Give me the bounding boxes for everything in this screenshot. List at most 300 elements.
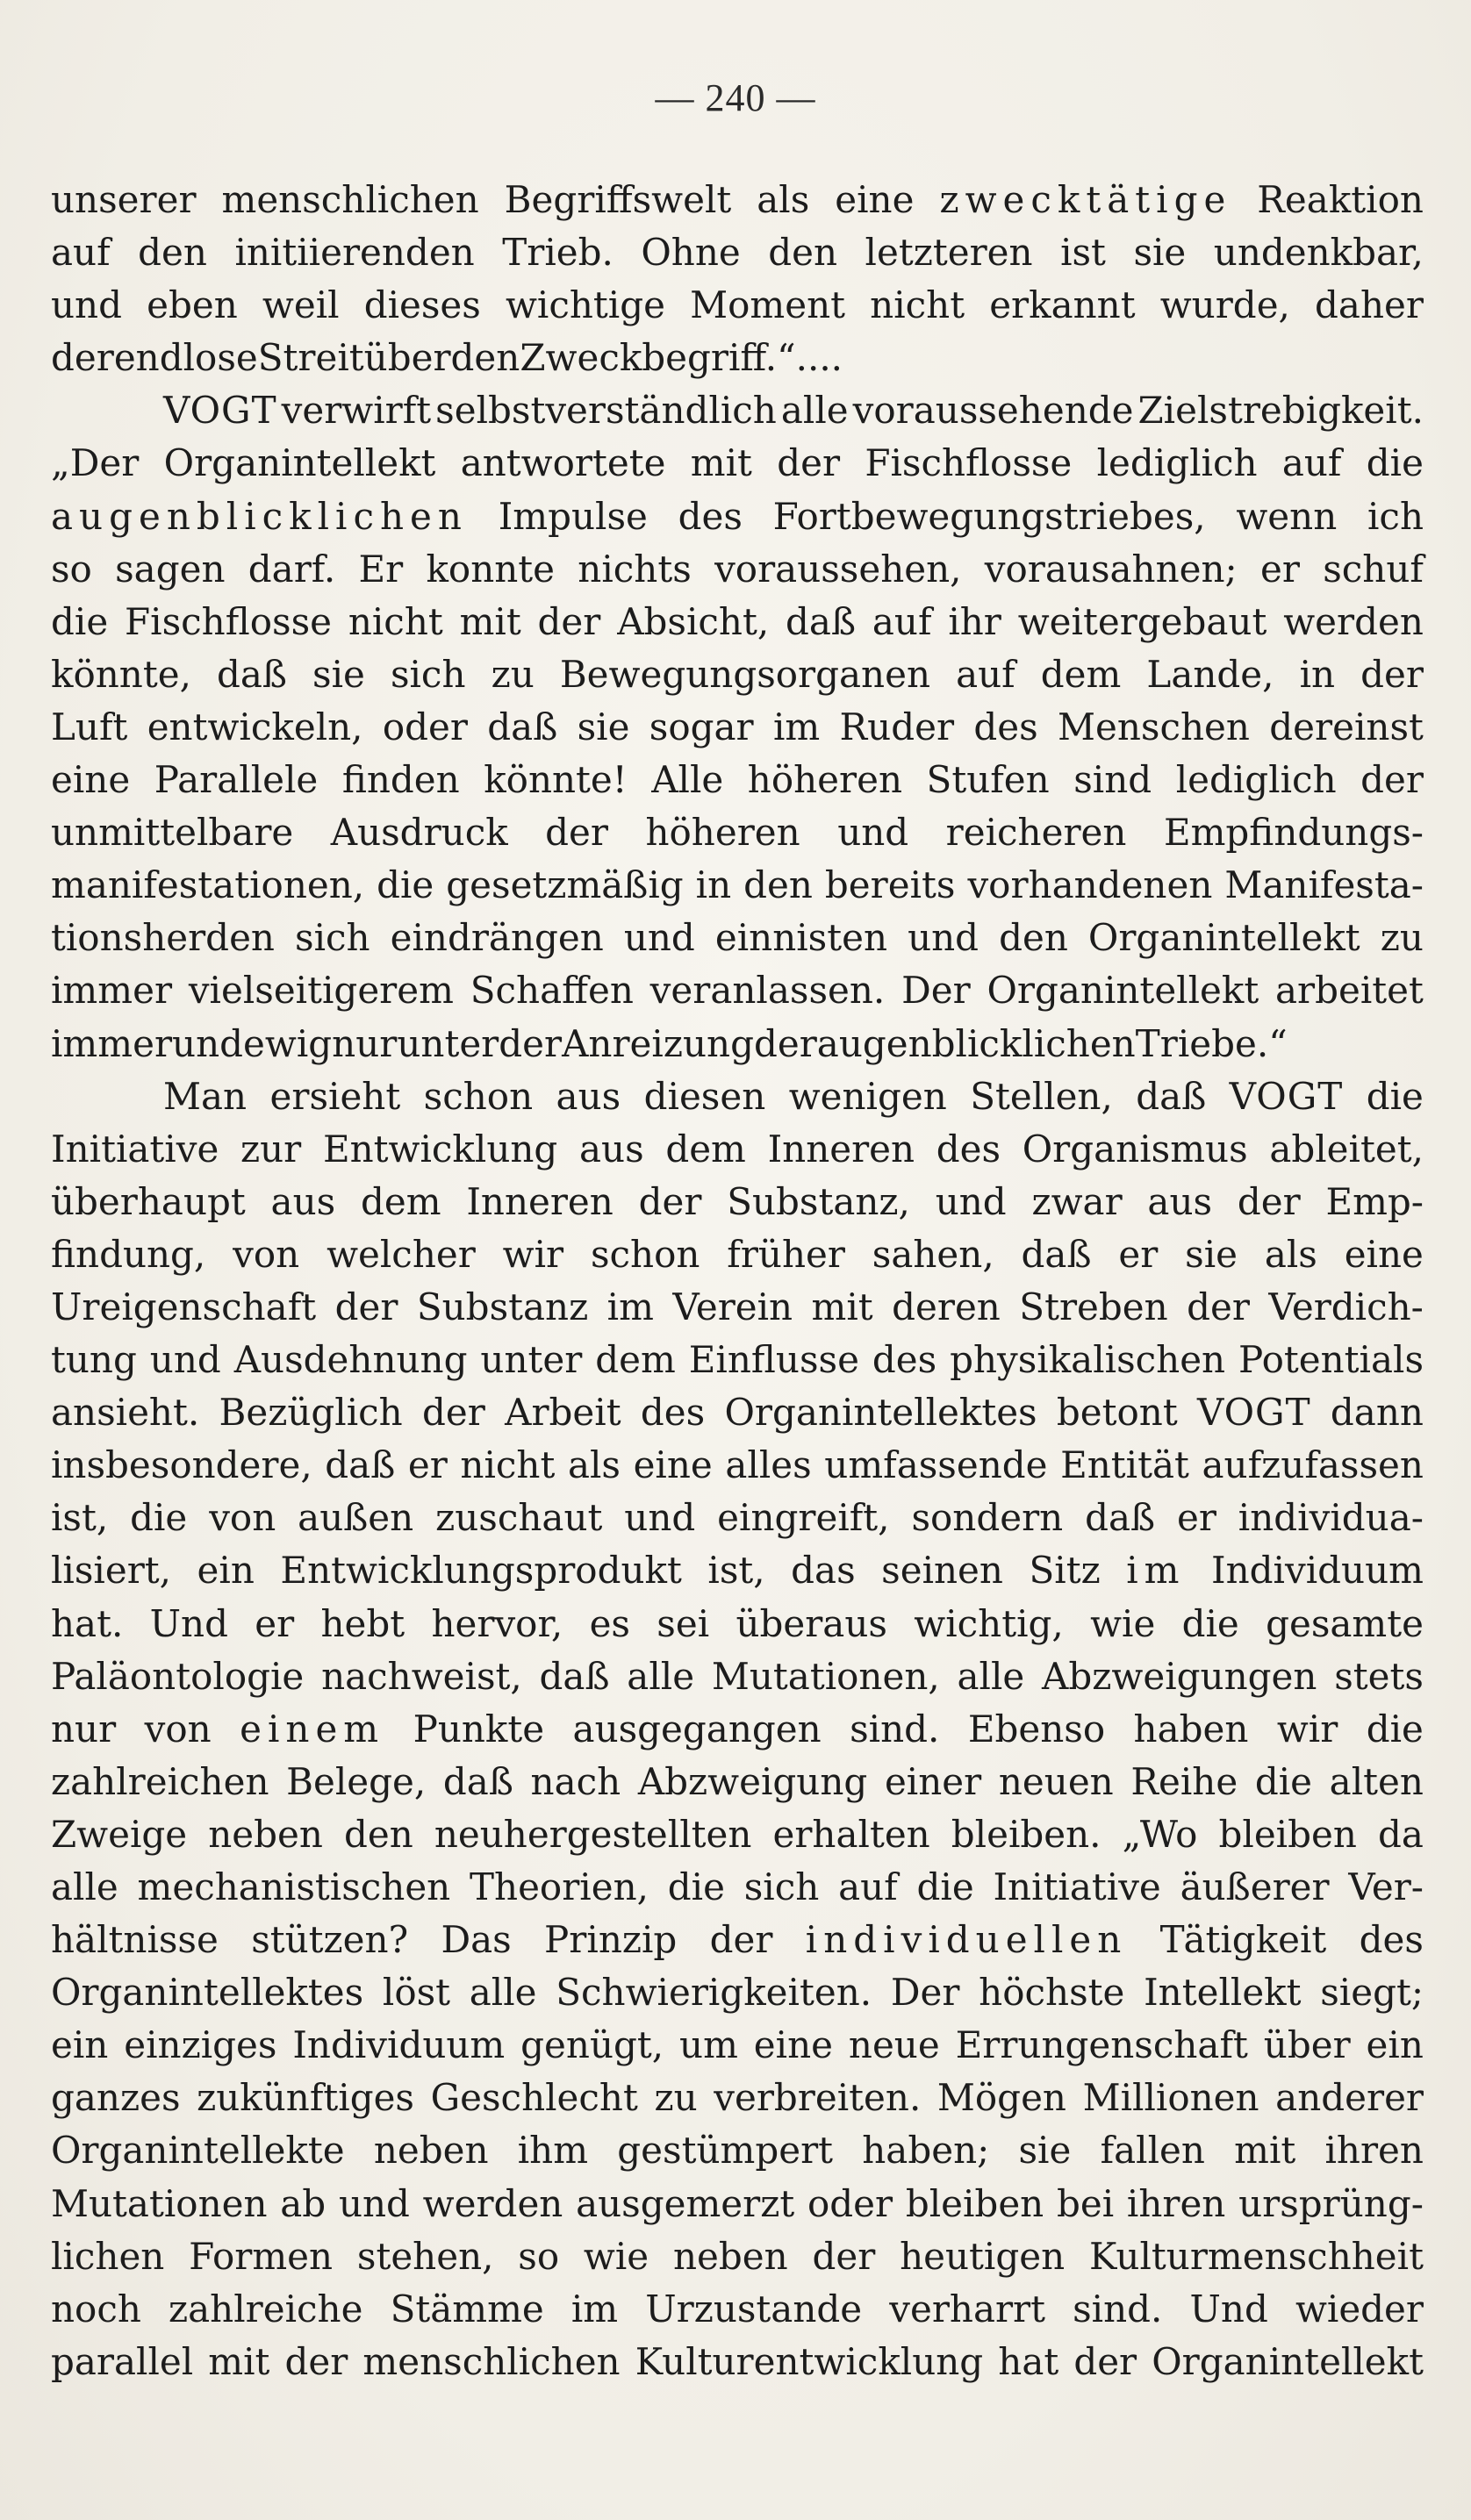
word: Der — [901, 969, 971, 1013]
word: insbesondere, — [51, 1443, 312, 1487]
word: Fortbewegungstriebes, — [772, 494, 1206, 538]
word: Menschen — [1058, 705, 1250, 748]
text-line — [51, 384, 1424, 437]
word: zwar — [1031, 1179, 1123, 1223]
word: Triebe.“ — [1135, 1021, 1288, 1065]
word: alle — [469, 1971, 537, 2015]
body-text — [51, 174, 1424, 2388]
word: neue — [848, 2023, 940, 2067]
word: der — [545, 811, 608, 855]
word: letzteren — [865, 231, 1033, 275]
word: einnisten — [714, 916, 888, 960]
word: sie — [1018, 2129, 1072, 2173]
word: nur — [51, 1707, 117, 1750]
word: Organintellekt — [163, 441, 436, 485]
word: zur — [240, 1127, 302, 1171]
word: Er — [358, 547, 404, 591]
word: Fischflosse — [125, 599, 332, 643]
text-line — [51, 437, 1424, 490]
text-line — [51, 226, 1424, 279]
word: dem — [1040, 652, 1122, 696]
word: als — [567, 1443, 621, 1487]
word: stehen, — [356, 2234, 494, 2278]
word: sagen — [115, 547, 226, 591]
word: augenblicklichen — [51, 494, 468, 538]
word: anderer — [1275, 2076, 1424, 2120]
word: daß — [325, 1443, 396, 1487]
word: bei — [1056, 2181, 1115, 2225]
word: höchste — [979, 1971, 1125, 2015]
word: lediglich — [1096, 441, 1258, 485]
text-line — [51, 1914, 1424, 1966]
word: mit — [208, 2339, 270, 2383]
word: sie — [312, 652, 365, 696]
word: verbreiten. — [714, 2076, 922, 2120]
word: selbstverständlich — [435, 389, 777, 433]
text-line — [51, 648, 1424, 701]
word: Absicht, — [617, 599, 770, 643]
word: . — [830, 336, 843, 380]
word: Ver- — [1348, 1865, 1424, 1908]
word: unter — [397, 1021, 499, 1065]
word: stets — [1334, 1654, 1424, 1698]
word: daß — [786, 599, 857, 643]
word: betont — [1056, 1391, 1178, 1435]
word: Ruder — [839, 705, 955, 748]
word: sind. — [1073, 2287, 1163, 2330]
word: alle — [780, 389, 849, 433]
word: der — [284, 2339, 348, 2383]
word: Organintellekt — [1087, 916, 1360, 960]
word: Geschlecht — [430, 2076, 638, 2120]
text-line — [51, 543, 1424, 596]
word: über — [363, 336, 451, 380]
word: VOGT — [1197, 1391, 1311, 1435]
text-line — [51, 2019, 1424, 2072]
word: verwirft — [281, 389, 432, 433]
word: er — [1259, 547, 1300, 591]
word: als — [757, 178, 810, 221]
word: sondern — [911, 1496, 1064, 1540]
word: entwickeln, — [147, 705, 363, 748]
word: vorhandenen — [967, 863, 1213, 907]
word: des — [678, 494, 743, 538]
word: finden — [341, 758, 460, 802]
word: Anreizung — [562, 1021, 754, 1065]
word: eine — [753, 2023, 833, 2067]
text-line — [51, 2124, 1424, 2177]
word: Stufen — [926, 758, 1050, 802]
word: tionsherden — [51, 916, 275, 960]
word: unter — [480, 1338, 583, 1382]
word: ganzes — [51, 2076, 181, 2120]
word: Individuum — [1211, 1549, 1424, 1593]
word: voraussehende — [852, 389, 1134, 433]
word: weitergebaut — [1017, 599, 1267, 643]
word: eine — [835, 178, 915, 221]
word: . — [807, 336, 820, 380]
word: darf. — [248, 547, 336, 591]
text-line — [51, 1439, 1424, 1492]
word: Entwicklung — [322, 1127, 558, 1171]
page-number: — 240 — — [655, 76, 816, 119]
word: menschlichen — [362, 2339, 621, 2383]
word: schon — [423, 1074, 534, 1118]
word: den — [999, 916, 1068, 960]
word: Stellen, — [970, 1074, 1113, 1118]
word: Schwierigkeiten. — [556, 1971, 872, 2015]
word: mit — [811, 1285, 873, 1328]
word: physikalischen — [950, 1338, 1226, 1382]
word: und — [624, 1496, 696, 1540]
word: hat. — [51, 1601, 124, 1645]
word: der — [422, 1391, 485, 1435]
text-line — [51, 2178, 1424, 2230]
word: dem — [360, 1179, 441, 1223]
word: bleiben. — [951, 1812, 1101, 1856]
word: hebt — [320, 1601, 405, 1645]
word: bleiben — [1218, 1812, 1357, 1856]
word: Ausdruck — [330, 811, 508, 855]
word: da — [1377, 1812, 1424, 1856]
word: die — [51, 599, 109, 643]
word: Potentials — [1238, 1338, 1424, 1382]
word: nach — [530, 1759, 621, 1803]
word: zu — [1380, 916, 1424, 960]
word: vorausahnen; — [984, 547, 1238, 591]
word: augenblicklichen — [816, 1021, 1136, 1065]
word: das — [791, 1549, 856, 1593]
word: Streit — [257, 336, 364, 380]
word: die — [377, 863, 434, 907]
word: diesen — [643, 1074, 766, 1118]
word: Organintellekte — [51, 2129, 345, 2173]
word: welcher — [326, 1232, 476, 1276]
word: wichtig, — [914, 1601, 1064, 1645]
word: ein — [197, 1549, 255, 1593]
word: ewig — [243, 1021, 333, 1065]
word: heutigen — [900, 2234, 1066, 2278]
word: daß — [1136, 1074, 1207, 1118]
text-line — [51, 1808, 1424, 1861]
word: eindrängen — [390, 916, 604, 960]
text-line — [51, 174, 1424, 226]
text-line — [51, 1334, 1424, 1386]
word: einer — [884, 1759, 982, 1803]
word: Empfindungs- — [1163, 811, 1424, 855]
word: Organintellektes — [51, 1971, 364, 2015]
word: „Wo — [1122, 1812, 1198, 1856]
word: ihren — [1324, 2129, 1424, 2173]
word: und — [908, 916, 979, 960]
word: der — [499, 1021, 563, 1065]
text-line — [51, 859, 1424, 912]
word: Der — [890, 1971, 960, 2015]
word: ein — [1366, 2023, 1424, 2067]
word: die — [1366, 441, 1424, 485]
text-line — [51, 1966, 1424, 2019]
word: wie — [1090, 1601, 1156, 1645]
word: und — [623, 916, 695, 960]
word: der — [777, 441, 841, 485]
word: Mutationen — [51, 2181, 268, 2225]
word: Ebenso — [967, 1707, 1106, 1750]
word: haben — [1133, 1707, 1249, 1750]
word: Einflusse — [688, 1338, 859, 1382]
word: undenkbar, — [1213, 231, 1424, 275]
word: VOGT — [163, 389, 277, 433]
word: lisiert, — [51, 1549, 172, 1593]
word: im — [570, 2287, 619, 2330]
word: stützen? — [251, 1918, 409, 1962]
text-line — [51, 1070, 1424, 1123]
word: Individuum — [292, 2023, 506, 2067]
word: so — [51, 547, 92, 591]
word: Abzweigung — [637, 1759, 868, 1803]
word: veranlassen. — [649, 969, 886, 1013]
text-line — [51, 490, 1424, 543]
word: daher — [1315, 283, 1424, 327]
word: Formen — [189, 2234, 334, 2278]
word: verharrt — [889, 2287, 1046, 2330]
word: Streben — [1019, 1285, 1168, 1328]
word: Zweige — [51, 1812, 188, 1856]
word: um — [679, 2023, 738, 2067]
word: der — [753, 1021, 817, 1065]
word: individua- — [1238, 1496, 1424, 1540]
word: des — [973, 705, 1038, 748]
word: nur — [332, 1021, 398, 1065]
word: Paläontologie — [51, 1654, 305, 1698]
word: mit — [690, 441, 752, 485]
word: neben — [208, 1812, 323, 1856]
word: Organintellekt — [987, 969, 1259, 1013]
word: den — [743, 863, 813, 907]
word: Reihe — [1130, 1759, 1238, 1803]
word: Tätigkeit — [1159, 1918, 1327, 1962]
word: Urzustande — [645, 2287, 863, 2330]
word: er — [1176, 1496, 1216, 1540]
word: eingreift, — [717, 1496, 890, 1540]
word: wir — [502, 1232, 564, 1276]
word: ansieht. — [51, 1391, 200, 1435]
word: auf — [51, 231, 111, 275]
word: Entwicklungsprodukt — [280, 1549, 682, 1593]
word: Prinzip — [544, 1918, 678, 1962]
word: VOGT — [1229, 1074, 1344, 1118]
word: der — [51, 336, 114, 380]
word: auf — [956, 652, 1015, 696]
word: sind — [1073, 758, 1152, 802]
word: Belege, — [286, 1759, 427, 1803]
word: sahen, — [872, 1232, 994, 1276]
word: er — [255, 1601, 295, 1645]
word: bereits — [824, 863, 956, 907]
word: Ausdehnung — [233, 1338, 468, 1382]
word: des — [640, 1391, 706, 1435]
word: sich — [295, 916, 370, 960]
word: konnte — [426, 547, 556, 591]
text-line — [51, 1650, 1424, 1703]
word: Fischflosse — [865, 441, 1073, 485]
word: wichtige — [505, 283, 665, 327]
text-line — [51, 1544, 1424, 1597]
word: löst — [382, 1971, 451, 2015]
word: den — [138, 231, 207, 275]
word: Luft — [51, 705, 128, 748]
word: ein — [51, 2023, 109, 2067]
word: menschlichen — [221, 178, 479, 221]
word: Organismus — [1022, 1127, 1248, 1171]
word: von — [233, 1232, 300, 1276]
word: ausgegangen — [572, 1707, 822, 1750]
word: des — [936, 1127, 1001, 1171]
word: neuen — [998, 1759, 1114, 1803]
text-line — [51, 2283, 1424, 2336]
word: manifestationen, — [51, 863, 365, 907]
text-line — [51, 1018, 1424, 1070]
word: und — [935, 1179, 1007, 1223]
word: weil — [262, 283, 340, 327]
word: sie — [1133, 231, 1187, 275]
word: könnte! — [484, 758, 628, 802]
word: Bezüglich — [219, 1391, 403, 1435]
word: von — [209, 1496, 276, 1540]
word: eben — [147, 283, 238, 327]
word: „Der — [51, 441, 140, 485]
word: wie — [583, 2234, 649, 2278]
word: gesetzmäßig — [446, 863, 684, 907]
word: nicht — [870, 283, 965, 327]
word: antwortete — [460, 441, 666, 485]
word: der — [638, 1179, 702, 1223]
word: er — [407, 1443, 448, 1487]
word: überaus — [736, 1601, 887, 1645]
word: genügt, — [520, 2023, 664, 2067]
word: den — [768, 231, 838, 275]
word: ist, — [51, 1496, 109, 1540]
word: fallen — [1100, 2129, 1205, 2173]
word: oder — [807, 2181, 893, 2225]
word: der — [812, 2234, 876, 2278]
word: sie — [577, 705, 630, 748]
word: des — [1359, 1918, 1424, 1962]
word: sie — [1185, 1232, 1238, 1276]
word: auf — [872, 599, 932, 643]
word: und — [837, 811, 909, 855]
word: Punkte — [413, 1707, 545, 1750]
word: Kulturmenschheit — [1088, 2234, 1424, 2278]
word: Inneren — [767, 1127, 915, 1171]
word: der — [1237, 1179, 1301, 1223]
word: siegt; — [1320, 1971, 1424, 2015]
text-line — [51, 754, 1424, 806]
word: nachweist, — [321, 1654, 522, 1698]
word: Bewegungsorganen — [559, 652, 931, 696]
word: daß — [1021, 1232, 1092, 1276]
word: in — [1299, 652, 1336, 696]
word: eine — [633, 1443, 713, 1487]
word: alles — [725, 1443, 812, 1487]
word: Sitz — [1029, 1549, 1101, 1593]
word: die — [1366, 1707, 1424, 1750]
word: den — [450, 336, 520, 380]
word: lichen — [51, 2234, 165, 2278]
word: nichts — [578, 547, 692, 591]
word: er — [1118, 1232, 1159, 1276]
word: alten — [1329, 1759, 1424, 1803]
word: . — [819, 336, 831, 380]
word: Arbeit — [505, 1391, 621, 1435]
word: aufzufassen — [1202, 1443, 1424, 1487]
word: noch — [51, 2287, 141, 2330]
text-line — [51, 332, 1424, 384]
word: aus — [556, 1074, 621, 1118]
word: wurde, — [1159, 283, 1290, 327]
word: eine — [51, 758, 131, 802]
word: so — [518, 2234, 560, 2278]
word: zu — [491, 652, 535, 696]
word: Reaktion — [1257, 178, 1424, 221]
word: voraussehen, — [714, 547, 962, 591]
text-line — [51, 806, 1424, 859]
word: Schaffen — [470, 969, 634, 1013]
word: Verein — [672, 1285, 793, 1328]
word: erkannt — [989, 283, 1136, 327]
word: Mögen — [936, 2076, 1066, 2120]
word: erhalten — [772, 1812, 930, 1856]
word: vielseitigerem — [188, 969, 454, 1013]
word: ausgemerzt — [576, 2181, 795, 2225]
word: in — [695, 863, 732, 907]
word: daß — [487, 705, 558, 748]
word: Zweckbegriff.“ — [520, 336, 796, 380]
text-line — [51, 964, 1424, 1017]
word: parallel — [51, 2339, 194, 2383]
text-line — [51, 1492, 1424, 1544]
word: Man — [163, 1074, 248, 1118]
word: alle — [51, 1865, 118, 1908]
word: ursprüng- — [1238, 2181, 1424, 2225]
word: Organintellektes — [724, 1391, 1037, 1435]
word: umfassende — [824, 1443, 1048, 1487]
word: aus — [578, 1127, 644, 1171]
word: im — [606, 1285, 654, 1328]
text-line — [51, 1598, 1424, 1650]
word: Organintellekt — [1152, 2339, 1424, 2383]
word: Alle — [651, 758, 724, 802]
word: daß — [1085, 1496, 1156, 1540]
word: sogar — [649, 705, 754, 748]
word: neuhergestellten — [434, 1812, 752, 1856]
word: Manifesta- — [1224, 863, 1424, 907]
word: wieder — [1295, 2287, 1424, 2330]
word: Stämme — [390, 2287, 544, 2330]
text-line — [51, 1176, 1424, 1228]
word: sich — [390, 652, 466, 696]
word: und — [149, 1338, 221, 1382]
word: die — [916, 1865, 974, 1908]
text-line — [51, 2230, 1424, 2283]
word: . — [795, 336, 807, 380]
word: Zielstrebigkeit. — [1137, 389, 1424, 433]
word: Und — [1189, 2287, 1268, 2330]
word: werden — [422, 2181, 563, 2225]
word: haben; — [862, 2129, 990, 2173]
word: die — [1366, 1074, 1424, 1118]
word: und — [338, 2181, 410, 2225]
word: von — [144, 1707, 212, 1750]
